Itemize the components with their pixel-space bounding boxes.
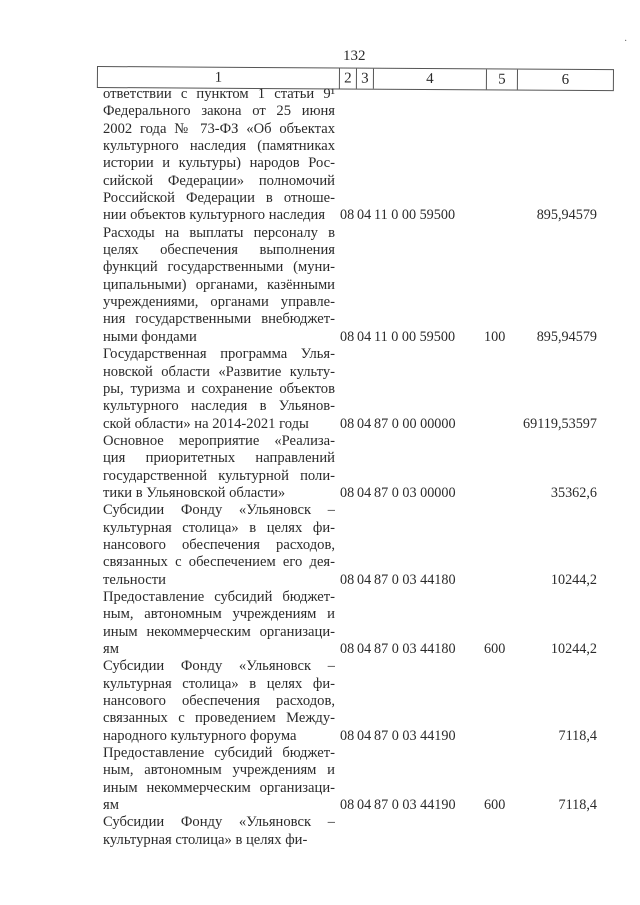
description-line: функций государственными (муни- xyxy=(103,259,335,276)
row-description xyxy=(103,86,335,225)
section-code: 08 xyxy=(340,727,355,744)
expense-type-code: 100 xyxy=(484,328,506,345)
description-line: ным, автономным учреждениям и xyxy=(103,762,335,779)
section-code: 08 xyxy=(340,484,355,501)
subsection-code: 04 xyxy=(357,641,372,657)
expense-type-code: 600 xyxy=(484,641,506,657)
description-line: сийской Федерации» полномочий xyxy=(103,172,335,189)
description-line: ры, туризма и сохранение объектов xyxy=(103,380,335,397)
header-col-6: 6 xyxy=(561,71,570,88)
target-article-code: 11 0 00 59500 xyxy=(374,207,456,224)
budget-table-body xyxy=(103,86,597,849)
row-codes xyxy=(335,728,597,745)
description-line: Предоставление субсидий бюджет- xyxy=(103,745,335,762)
description-line: ция приоритетных направлений xyxy=(103,450,335,467)
row-codes xyxy=(335,572,597,589)
table-row xyxy=(103,502,597,589)
row-codes xyxy=(335,485,597,502)
header-col-3: 3 xyxy=(357,69,374,89)
subsection-code: 04 xyxy=(357,415,372,432)
target-article-code: 87 0 03 44190 xyxy=(374,727,456,744)
description-line: ответствии с пунктом 1 статьи 9¹ xyxy=(103,86,335,102)
description-line: ципальными) органами, казёнными xyxy=(103,276,335,293)
description-line: Расходы на выплаты персоналу в xyxy=(103,224,335,241)
description-line: связанных с проведением Между- xyxy=(103,710,335,727)
header-col-2: 2 xyxy=(340,68,357,88)
amount: 69119,53597 xyxy=(523,415,597,432)
description-line: иным некоммерческим организаци- xyxy=(103,779,335,796)
row-codes xyxy=(335,329,597,346)
table-row xyxy=(103,225,597,346)
row-codes xyxy=(335,416,597,433)
subsection-code: 04 xyxy=(357,484,372,501)
section-code: 08 xyxy=(340,641,355,657)
row-codes xyxy=(335,797,597,814)
description-line: Российской Федерации в отноше- xyxy=(103,190,335,207)
row-description xyxy=(103,658,335,745)
table-row xyxy=(103,86,597,225)
subsection-code: 04 xyxy=(357,571,372,588)
description-line: культурная столица» в целях фи- xyxy=(103,519,335,536)
description-line: Государственная программа Улья- xyxy=(103,346,335,363)
row-codes xyxy=(335,832,597,849)
row-description xyxy=(103,502,335,589)
description-line: государственной культурной поли- xyxy=(103,467,335,484)
description-line: народного культурного форума xyxy=(103,727,297,744)
section-code: 08 xyxy=(340,797,355,814)
description-line: нансового обеспечения расходов, xyxy=(103,693,335,710)
header-col-1: 1 xyxy=(98,67,340,88)
description-line: ской области» на 2014-2021 годы xyxy=(103,415,309,432)
target-article-code: 87 0 03 44180 xyxy=(374,641,456,657)
row-description xyxy=(103,589,335,658)
target-article-code: 87 0 03 00000 xyxy=(374,484,456,501)
description-line: истории и культуры) народов Рос- xyxy=(103,155,335,172)
description-line: Субсидии Фонду «Ульяновск – xyxy=(103,658,335,675)
target-article-code: 87 0 03 44190 xyxy=(374,797,456,814)
table-row xyxy=(103,658,597,745)
amount: 10244,2 xyxy=(550,571,597,588)
description-line: Субсидии Фонду «Ульяновск – xyxy=(103,502,335,519)
subsection-code: 04 xyxy=(357,727,372,744)
description-line: учреждениями, органами управле- xyxy=(103,294,335,311)
row-description xyxy=(103,814,335,849)
description-line: нии объектов культурного наследия xyxy=(103,207,326,224)
description-line: ния государственными внебюджет- xyxy=(103,311,335,328)
description-line: Основное мероприятие «Реализа- xyxy=(103,432,335,449)
description-line: ям xyxy=(103,797,119,814)
row-codes xyxy=(335,641,597,658)
page-number: 132 xyxy=(343,48,366,64)
section-code: 08 xyxy=(340,207,355,224)
table-row xyxy=(103,589,597,658)
header-col-4: 4 xyxy=(374,69,487,90)
description-line: ям xyxy=(103,641,119,657)
section-code: 08 xyxy=(340,415,355,432)
description-line: ным, автономным учреждениям и xyxy=(103,606,335,623)
subsection-code: 04 xyxy=(357,207,372,224)
scan-mark: · xyxy=(624,36,628,47)
row-codes xyxy=(335,207,597,224)
row-description xyxy=(103,433,335,502)
description-line: новской области «Развитие культу- xyxy=(103,363,335,380)
target-article-code: 87 0 03 44180 xyxy=(374,571,456,588)
description-line: культурная столица» в целях фи- xyxy=(103,831,308,848)
description-line: ными фондами xyxy=(103,328,197,345)
description-line: иным некоммерческим организаци- xyxy=(103,623,335,640)
description-line: культурная столица» в целях фи- xyxy=(103,675,335,692)
amount: 7118,4 xyxy=(558,727,597,744)
section-code: 08 xyxy=(340,328,355,345)
description-line: Предоставление субсидий бюджет- xyxy=(103,588,335,605)
amount: 10244,2 xyxy=(550,641,597,657)
description-line: тики в Ульяновской области» xyxy=(103,484,286,501)
table-row xyxy=(103,745,597,814)
subsection-code: 04 xyxy=(357,328,372,345)
description-line: Федерального закона от 25 июня xyxy=(103,103,335,120)
subsection-code: 04 xyxy=(357,797,372,814)
table-row xyxy=(103,433,597,502)
target-article-code: 11 0 00 59500 xyxy=(374,328,456,345)
table-row xyxy=(103,346,597,433)
row-description xyxy=(103,346,335,433)
row-description xyxy=(103,745,335,814)
description-line: целях обеспечения выполнения xyxy=(103,242,335,259)
description-line: связанных с обеспечением его дея- xyxy=(103,554,335,571)
description-line: культурного наследия (памятниках xyxy=(103,138,335,155)
description-line: тельности xyxy=(103,571,166,588)
row-description xyxy=(103,225,335,346)
section-code: 08 xyxy=(340,571,355,588)
table-row xyxy=(103,814,597,849)
amount: 895,94579 xyxy=(536,207,597,224)
amount: 895,94579 xyxy=(536,328,597,345)
amount: 35362,6 xyxy=(550,484,597,501)
target-article-code: 87 0 00 00000 xyxy=(374,415,456,432)
description-line: культурного наследия в Ульянов- xyxy=(103,398,335,415)
description-line: нансового обеспечения расходов, xyxy=(103,536,335,553)
description-line: Субсидии Фонду «Ульяновск – xyxy=(103,814,335,831)
amount: 7118,4 xyxy=(558,797,597,814)
expense-type-code: 600 xyxy=(484,797,506,814)
header-col-5: 5 xyxy=(487,69,518,89)
description-line: 2002 года № 73-ФЗ «Об объектах xyxy=(103,120,335,137)
